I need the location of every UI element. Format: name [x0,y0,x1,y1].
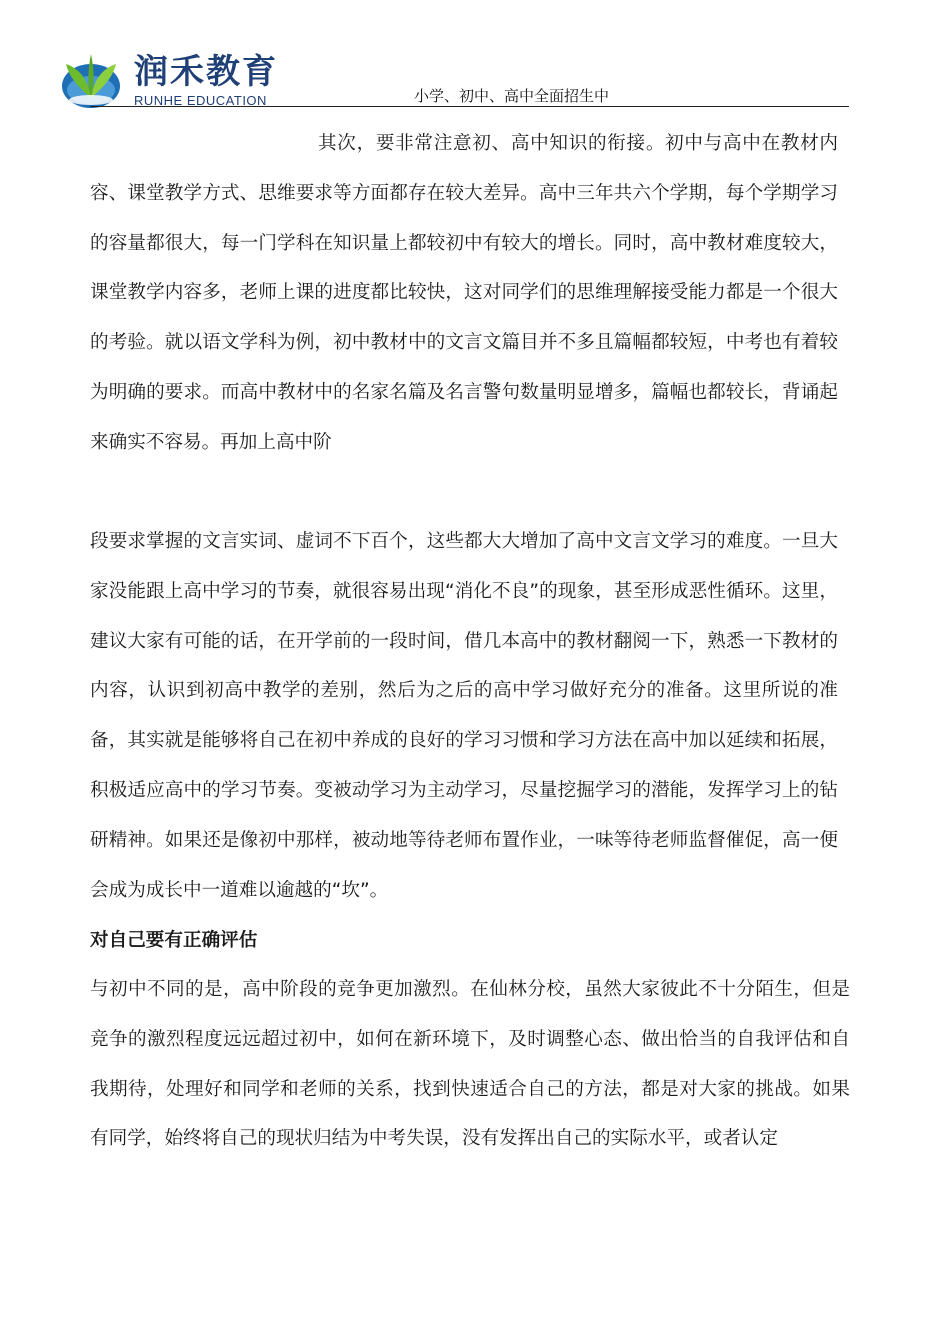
header-tagline: 小学、初中、高中全面招生中 [414,87,610,105]
section-heading: 对自己要有正确评估 [90,930,258,951]
body-paragraph-2: 段要求掌握的文言实词、虚词不下百个，这些都大大增加了高中文言文学习的难度。一旦大家没能跟上高中学习的节奏，就很容易出现“消化不良”的现象，甚至形成恶性循环。这里，建议大家有可能的话，在开学前的一段时间，借几本高中的教材翻阅一下，熟悉一下教材的内容，认识到初高中教学的差别，然后为之后的高中学习做好充分的准备。这里所说的准备，其实就是能够将自己在初中养成的良好的学习习惯和学习方法在高中加以延续和拓展，积极适应高中的学习节奏。变被动学习为主动学习，尽量挖掘学习的潜能，发挥学习上的钻研精神。如果还是像初中那样，被动地等待老师布置作业，一味等待老师监督催促，高一便会成为成长中一道难以逾越的“坎”。 [90,531,838,901]
header-divider [90,106,849,107]
body-paragraph-1: 其次，要非常注意初、高中知识的衔接。初中与高中在教材内容、课堂教学方式、思维要求等方面都存在较大差异。高中三年共六个学期，每个学期学习的容量都很大，每一门学科在知识量上都较初中有较大的增长。同时，高中教材难度较大，课堂教学内容多，老师上课的进度都比较快，这对同学们的思维理解接受能力都是一个很大的考验。就以语文学科为例，初中教材中的文言文篇目并不多且篇幅都较短，中考也有着较为明确的要求。而高中教材中的名家名篇及名言警句数量明显增多，篇幅也都较长，背诵起来确实不容易。再加上高中阶 [90,133,838,453]
body-paragraph-3: 与初中不同的是，高中阶段的竞争更加激烈。在仙林分校，虽然大家彼此不十分陌生，但是竞争的激烈程度远远超过初中，如何在新环境下，及时调整心态、做出恰当的自我评估和自我期待，处理好和同学和老师的关系，找到快速适合自己的方法，都是对大家的挑战。如果有同学，始终将自己的现状归结为中考失误，没有发挥出自己的实际水平，或者认定 [90,979,850,1150]
page-header [0,0,950,110]
logo-english-name: RUNHE EDUCATION [134,93,267,108]
leaf-sprout-logo-icon [60,50,122,110]
logo-chinese-name: 润禾教育 [134,52,278,92]
